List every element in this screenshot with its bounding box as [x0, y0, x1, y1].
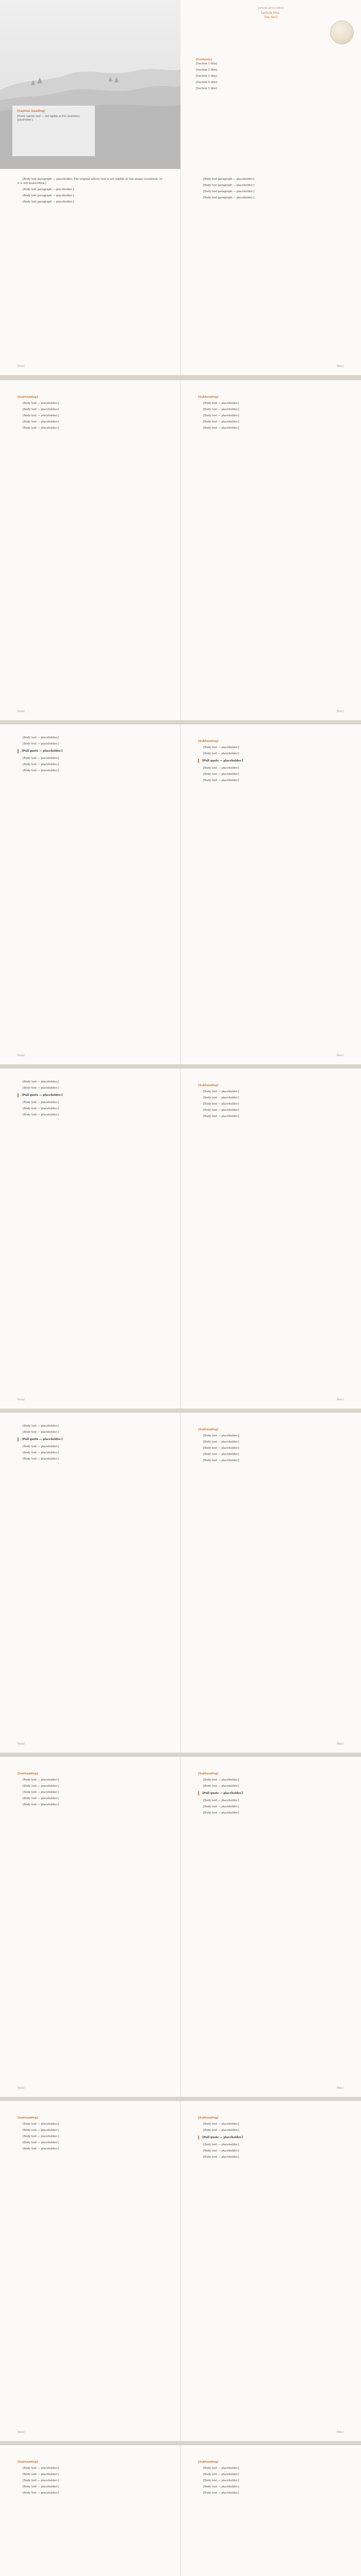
body-paragraph: [Body text paragraph — placeholder.] — [23, 188, 74, 191]
page-folio: [folio] — [18, 710, 25, 713]
article-title — [180, 11, 361, 20]
body-paragraph: [Body text — placeholder.] — [203, 779, 239, 782]
body-paragraph: [Body text — placeholder.] — [203, 1811, 239, 1815]
body-paragraph: [Body text — placeholder.] — [203, 1799, 239, 1802]
body-paragraph: [Body text — placeholder.] — [23, 2135, 59, 2138]
body-paragraph: [Body text — placeholder.] — [203, 2129, 239, 2132]
pull-quote: [Pull quote — placeholder.] — [18, 749, 162, 753]
body-paragraph: [Body text paragraph — placeholder. The original article text is not legible at this image resolution, so it is not transcribed.] — [18, 178, 162, 185]
body-paragraph: [Body text — placeholder.] — [23, 2467, 59, 2470]
page-left — [0, 380, 180, 720]
body-paragraph: [Body text — placeholder.] — [203, 1459, 239, 1462]
contents-item: [Section 5 title] — [196, 87, 217, 90]
body-paragraph: [Body text — placeholder.] — [203, 746, 239, 749]
body-paragraph: [Body text — placeholder.] — [23, 427, 59, 430]
pull-quote: [Pull quote — placeholder.] — [198, 1791, 343, 1795]
body-paragraph: [Body text — placeholder.] — [203, 1805, 239, 1808]
section-subheading: [Subheading] — [198, 740, 219, 743]
body-paragraph: [Body text — placeholder.] — [203, 2479, 239, 2482]
page-folio: [folio] — [336, 1399, 343, 1401]
page-spread — [0, 2101, 361, 2441]
page-right — [180, 2101, 361, 2441]
section-subheading: [Subheading] — [18, 2461, 38, 2464]
body-paragraph: [Body text — placeholder.] — [23, 763, 59, 766]
body-paragraph: [Body text — placeholder.] — [23, 2479, 59, 2482]
section-subheading: [Subheading] — [18, 1772, 38, 1775]
body-paragraph: [Body text — placeholder.] — [23, 1785, 59, 1788]
body-paragraph: [Body text — placeholder.] — [23, 1797, 59, 1800]
body-paragraph: [Body text — placeholder.] — [23, 1431, 59, 1434]
body-paragraph: [Body text — placeholder.] — [203, 2485, 239, 2488]
body-paragraph: [Body text — placeholder.] — [203, 1453, 239, 1456]
page-folio: [folio] — [336, 2431, 343, 2434]
body-paragraph: [Body text — placeholder.] — [23, 1445, 59, 1448]
body-paragraph: [Body text — placeholder.] — [203, 1103, 239, 1106]
body-paragraph: [Body text paragraph — placeholder.] — [203, 196, 254, 199]
page-right — [180, 1413, 361, 1753]
body-paragraph: [Body text — placeholder.] — [23, 2492, 59, 2495]
body-paragraph: [Body text — placeholder.] — [203, 402, 239, 405]
page-right — [180, 2445, 361, 2576]
page-folio: [folio] — [18, 2087, 25, 2090]
page-right — [180, 724, 361, 1064]
body-paragraph: [Body text — placeholder.] — [23, 1425, 59, 1428]
body-paragraph: [Body text — placeholder.] — [203, 408, 239, 411]
contents-list — [196, 58, 346, 93]
body-paragraph: [Body text — placeholder.] — [23, 1803, 59, 1806]
section-subheading: [Subheading] — [198, 396, 219, 399]
body-paragraph: [Body text — placeholder.] — [23, 1087, 59, 1090]
body-paragraph: [Body text — placeholder.] — [203, 1440, 239, 1444]
body-paragraph: [Body text — placeholder.] — [23, 2129, 59, 2132]
body-paragraph: [Body text — placeholder.] — [23, 1107, 59, 1110]
body-paragraph: [Body text — placeholder.] — [23, 742, 59, 745]
body-paragraph: [Body text — placeholder.] — [23, 1458, 59, 1461]
body-paragraph: [Body text — placeholder.] — [203, 1096, 239, 1099]
body-paragraph: [Body text — placeholder.] — [23, 1451, 59, 1454]
body-paragraph: [Body text paragraph — placeholder.] — [203, 178, 254, 181]
page-left — [0, 2445, 180, 2576]
page-spread — [0, 1757, 361, 2097]
page-folio: [folio] — [18, 1055, 25, 1057]
hero-photo — [0, 0, 180, 169]
page-folio: [folio] — [336, 365, 343, 368]
page-right — [180, 1069, 361, 1409]
body-paragraph: [Body text — placeholder.] — [23, 736, 59, 739]
page-folio: [folio] — [18, 1399, 25, 1401]
contents-item: [Section 2 title] — [196, 69, 217, 72]
contents-heading: [Contents] — [196, 58, 212, 61]
section-subheading: [Subheading] — [198, 2116, 219, 2120]
page-left — [0, 2101, 180, 2441]
body-paragraph: [Body text — placeholder.] — [203, 2149, 239, 2153]
body-paragraph: [Body text — placeholder.] — [203, 427, 239, 430]
section-subheading: [Subheading] — [198, 1772, 219, 1775]
body-paragraph: [Body text — placeholder.] — [203, 2473, 239, 2476]
page-folio: [folio] — [336, 1743, 343, 1745]
body-paragraph: [Body text — placeholder.] — [203, 1778, 239, 1782]
body-paragraph: [Body text — placeholder.] — [23, 2123, 59, 2126]
body-paragraph: [Body text — placeholder.] — [23, 420, 59, 423]
section-subheading: [Subheading] — [18, 2116, 38, 2120]
body-paragraph: [Body text — placeholder.] — [23, 414, 59, 417]
series-label: [article series label] — [258, 7, 284, 10]
page-right — [180, 1757, 361, 2097]
page-spread — [0, 1413, 361, 1753]
body-paragraph: [Body text paragraph — placeholder.] — [203, 190, 254, 193]
page-left — [0, 1069, 180, 1409]
body-paragraph: [Body text — placeholder.] — [203, 1447, 239, 1450]
page-left — [0, 724, 180, 1064]
contents-item: [Section 4 title] — [196, 81, 217, 84]
body-paragraph: [Body text — placeholder.] — [203, 2492, 239, 2495]
article-header — [180, 0, 361, 169]
contents-item: [Section 3 title] — [196, 75, 217, 78]
body-paragraph: [Body text — placeholder.] — [203, 414, 239, 417]
body-paragraph: [Body text — placeholder.] — [203, 2143, 239, 2146]
body-paragraph: [Body text — placeholder.] — [203, 2467, 239, 2470]
title-line-2: line two] — [264, 15, 277, 19]
body-paragraph: [Body text — placeholder.] — [23, 2485, 59, 2488]
body-paragraph: [Body text — placeholder.] — [203, 752, 239, 755]
contents-item: [Section 1 title] — [196, 62, 217, 65]
body-paragraph: [Body text paragraph — placeholder.] — [23, 194, 74, 197]
photo-caption — [12, 106, 95, 156]
body-paragraph: [Body text — placeholder.] — [23, 2473, 59, 2476]
body-paragraph: [Body text — placeholder.] — [203, 1434, 239, 1437]
body-paragraph: [Body text — placeholder.] — [23, 1101, 59, 1104]
body-paragraph: [Body text — placeholder.] — [203, 420, 239, 423]
pull-quote: [Pull quote — placeholder.] — [18, 1437, 162, 1442]
section-subheading: [Subheading] — [198, 1428, 219, 1431]
body-paragraph: [Body text — placeholder.] — [203, 767, 239, 770]
body-paragraph: [Body text paragraph — placeholder.] — [23, 200, 74, 204]
body-paragraph: [Body text — placeholder.] — [23, 408, 59, 411]
page-spread — [0, 2445, 361, 2576]
section-subheading: [Subheading] — [198, 1084, 219, 1087]
caption-text: [Photo caption text — not legible at this resolution; placeholder.] — [17, 115, 80, 122]
body-paragraph: [Body text — placeholder.] — [23, 402, 59, 405]
pull-quote: [Pull quote — placeholder.] — [198, 759, 343, 763]
pull-quote: [Pull quote — placeholder.] — [18, 1093, 162, 1097]
page-folio: [folio] — [336, 710, 343, 713]
body-paragraph: [Body text — placeholder.] — [23, 1778, 59, 1782]
body-paragraph: [Body text — placeholder.] — [23, 1080, 59, 1083]
page-text-right — [180, 169, 361, 375]
page-spread — [0, 380, 361, 720]
body-paragraph: [Body text — placeholder.] — [203, 1090, 239, 1093]
body-paragraph: [Body text — placeholder.] — [23, 1791, 59, 1794]
caption-title: [Caption heading] — [17, 110, 45, 113]
body-paragraph: [Body text — placeholder.] — [23, 757, 59, 760]
body-paragraph: [Body text — placeholder.] — [203, 2123, 239, 2126]
page-right — [180, 380, 361, 720]
body-paragraph: [Body text — placeholder.] — [203, 1785, 239, 1788]
body-paragraph: [Body text — placeholder.] — [23, 2147, 59, 2150]
page-left — [0, 1757, 180, 2097]
body-paragraph: [Body text — placeholder.] — [23, 1113, 59, 1116]
page-folio: [folio] — [18, 365, 25, 368]
body-paragraph: [Body text — placeholder.] — [203, 773, 239, 776]
page-spread — [0, 724, 361, 1064]
pull-quote: [Pull quote — placeholder.] — [198, 2136, 343, 2140]
section-subheading: [Subheading] — [18, 396, 38, 399]
body-paragraph: [Body text — placeholder.] — [23, 769, 59, 772]
body-paragraph: [Body text — placeholder.] — [23, 2141, 59, 2144]
circle-emblem-icon — [330, 21, 354, 44]
page-folio: [folio] — [18, 1743, 25, 1745]
body-paragraph: [Body text — placeholder.] — [203, 1115, 239, 1118]
body-paragraph: [Body text — placeholder.] — [203, 2156, 239, 2159]
page-text-left — [0, 169, 180, 375]
page-folio: [folio] — [336, 2087, 343, 2090]
page-folio: [folio] — [336, 1055, 343, 1057]
page-left — [0, 1413, 180, 1753]
page-folio: [folio] — [18, 2431, 25, 2434]
page-spread — [0, 1069, 361, 1409]
title-line-1: [article title, — [261, 11, 281, 15]
body-paragraph: [Body text paragraph — placeholder.] — [203, 184, 254, 187]
body-paragraph: [Body text — placeholder.] — [203, 1109, 239, 1112]
section-subheading: [Subheading] — [198, 2461, 219, 2464]
